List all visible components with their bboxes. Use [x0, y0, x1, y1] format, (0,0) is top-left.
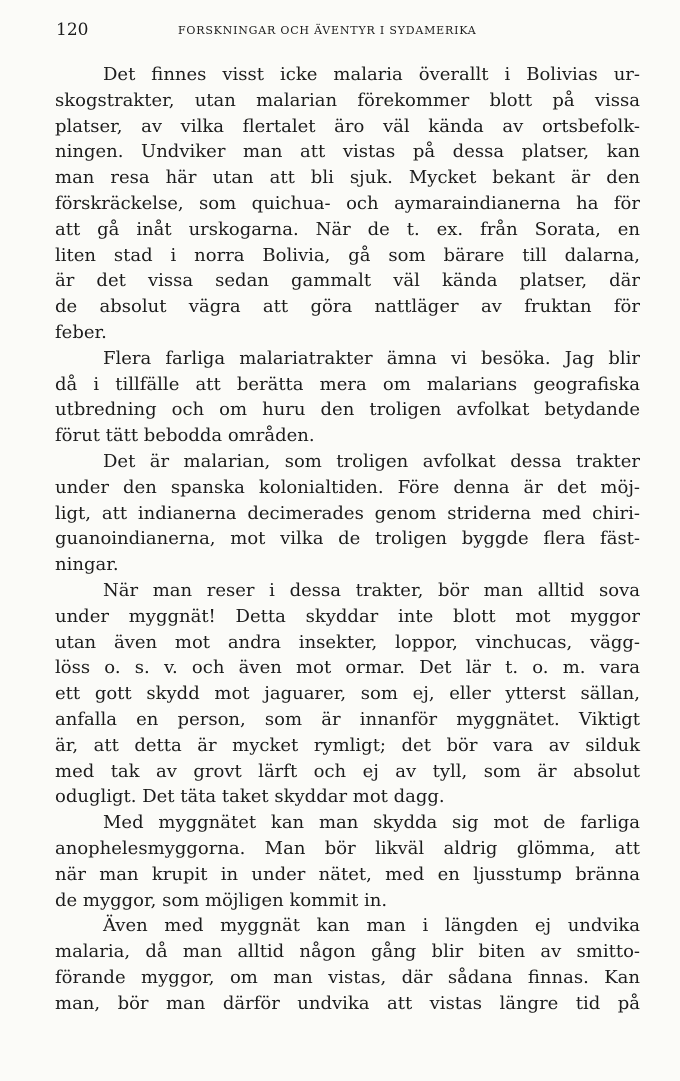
- page-number: 120: [56, 20, 89, 40]
- text-line: guanoindianerna, mot vilka de troligen byggde flera fäst-: [55, 528, 640, 550]
- text-line: Även med myggnät kan man i längden ej undvika: [103, 915, 640, 937]
- text-line: utbredning och om huru den troligen avfolkat betydande: [55, 399, 640, 421]
- text-line: Det är malarian, som troligen avfolkat dessa trakter: [103, 450, 640, 472]
- text-line: då i tillfälle att berätta mera om malarians geografiska: [55, 373, 640, 395]
- text-line: under myggnät! Detta skyddar inte blott mot myggor: [55, 605, 640, 627]
- text-line: feber.: [55, 321, 107, 343]
- text-line: förskräckelse, som quichua- och aymaraindianerna ha för: [55, 192, 640, 214]
- text-line: är, att detta är mycket rymligt; det bör vara av silduk: [55, 734, 640, 756]
- text-line: Med myggnätet kan man skydda sig mot de farliga: [103, 812, 640, 834]
- text-line: odugligt. Det täta taket skyddar mot dagg.: [55, 786, 445, 808]
- body-text: [55, 62, 640, 1016]
- text-line: man, bör man därför undvika att vistas längre tid på: [55, 992, 640, 1014]
- text-line: anophelesmyggorna. Man bör likväl aldrig glömma, att: [55, 837, 640, 859]
- text-line: man resa här utan att bli sjuk. Mycket bekant är den: [55, 167, 640, 189]
- text-line: Det finnes visst icke malaria överallt i Bolivias ur-: [103, 64, 640, 85]
- text-line: utan även mot andra insekter, loppor, vinchucas, vägg-: [55, 631, 640, 653]
- text-line: de myggor, som möjligen kommit in.: [55, 889, 388, 911]
- text-line: malaria, då man alltid någon gång blir biten av smitto-: [55, 941, 640, 963]
- text-line: ningar.: [55, 554, 119, 576]
- text-line: med tak av grovt lärft och ej av tyll, som är absolut: [55, 760, 640, 782]
- text-line: ningen. Undviker man att vistas på dessa platser, kan: [55, 141, 640, 163]
- text-line: Flera farliga malariatrakter ämna vi besöka. Jag blir: [103, 347, 640, 369]
- text-line: löss o. s. v. och även mot ormar. Det lär t. o. m. vara: [55, 657, 640, 679]
- text-line: platser, av vilka flertalet äro väl kända av ortsbefolk-: [55, 115, 640, 137]
- text-line: ligt, att indianerna decimerades genom striderna med chiri-: [55, 502, 640, 524]
- text-line: under den spanska kolonialtiden. Före denna är det möj-: [55, 476, 640, 498]
- text-line: när man krupit in under nätet, med en ljusstump bränna: [55, 863, 640, 885]
- text-line: skogstrakter, utan malarian förekommer blott på vissa: [55, 89, 640, 111]
- text-line: förut tätt bebodda områden.: [55, 425, 315, 447]
- text-line: de absolut vägra att göra nattläger av fruktan för: [55, 296, 640, 318]
- text-line: När man reser i dessa trakter, bör man alltid sova: [103, 579, 640, 601]
- text-line: att gå inåt urskogarna. När de t. ex. från Sorata, en: [55, 218, 640, 240]
- text-line: ett gott skydd mot jaguarer, som ej, eller ytterst sällan,: [55, 683, 640, 705]
- text-line: anfalla en person, som är innanför myggnätet. Viktigt: [55, 708, 640, 730]
- text-line: liten stad i norra Bolivia, gå som bärare till dalarna,: [55, 244, 640, 266]
- text-line: är det vissa sedan gammalt väl kända platser, där: [55, 270, 640, 292]
- page-header: [0, 20, 680, 42]
- text-line: förande myggor, om man vistas, där sådana finnas. Kan: [55, 966, 640, 988]
- running-title: FORSKNINGAR OCH ÄVENTYR I SYDAMERIKA: [178, 24, 477, 37]
